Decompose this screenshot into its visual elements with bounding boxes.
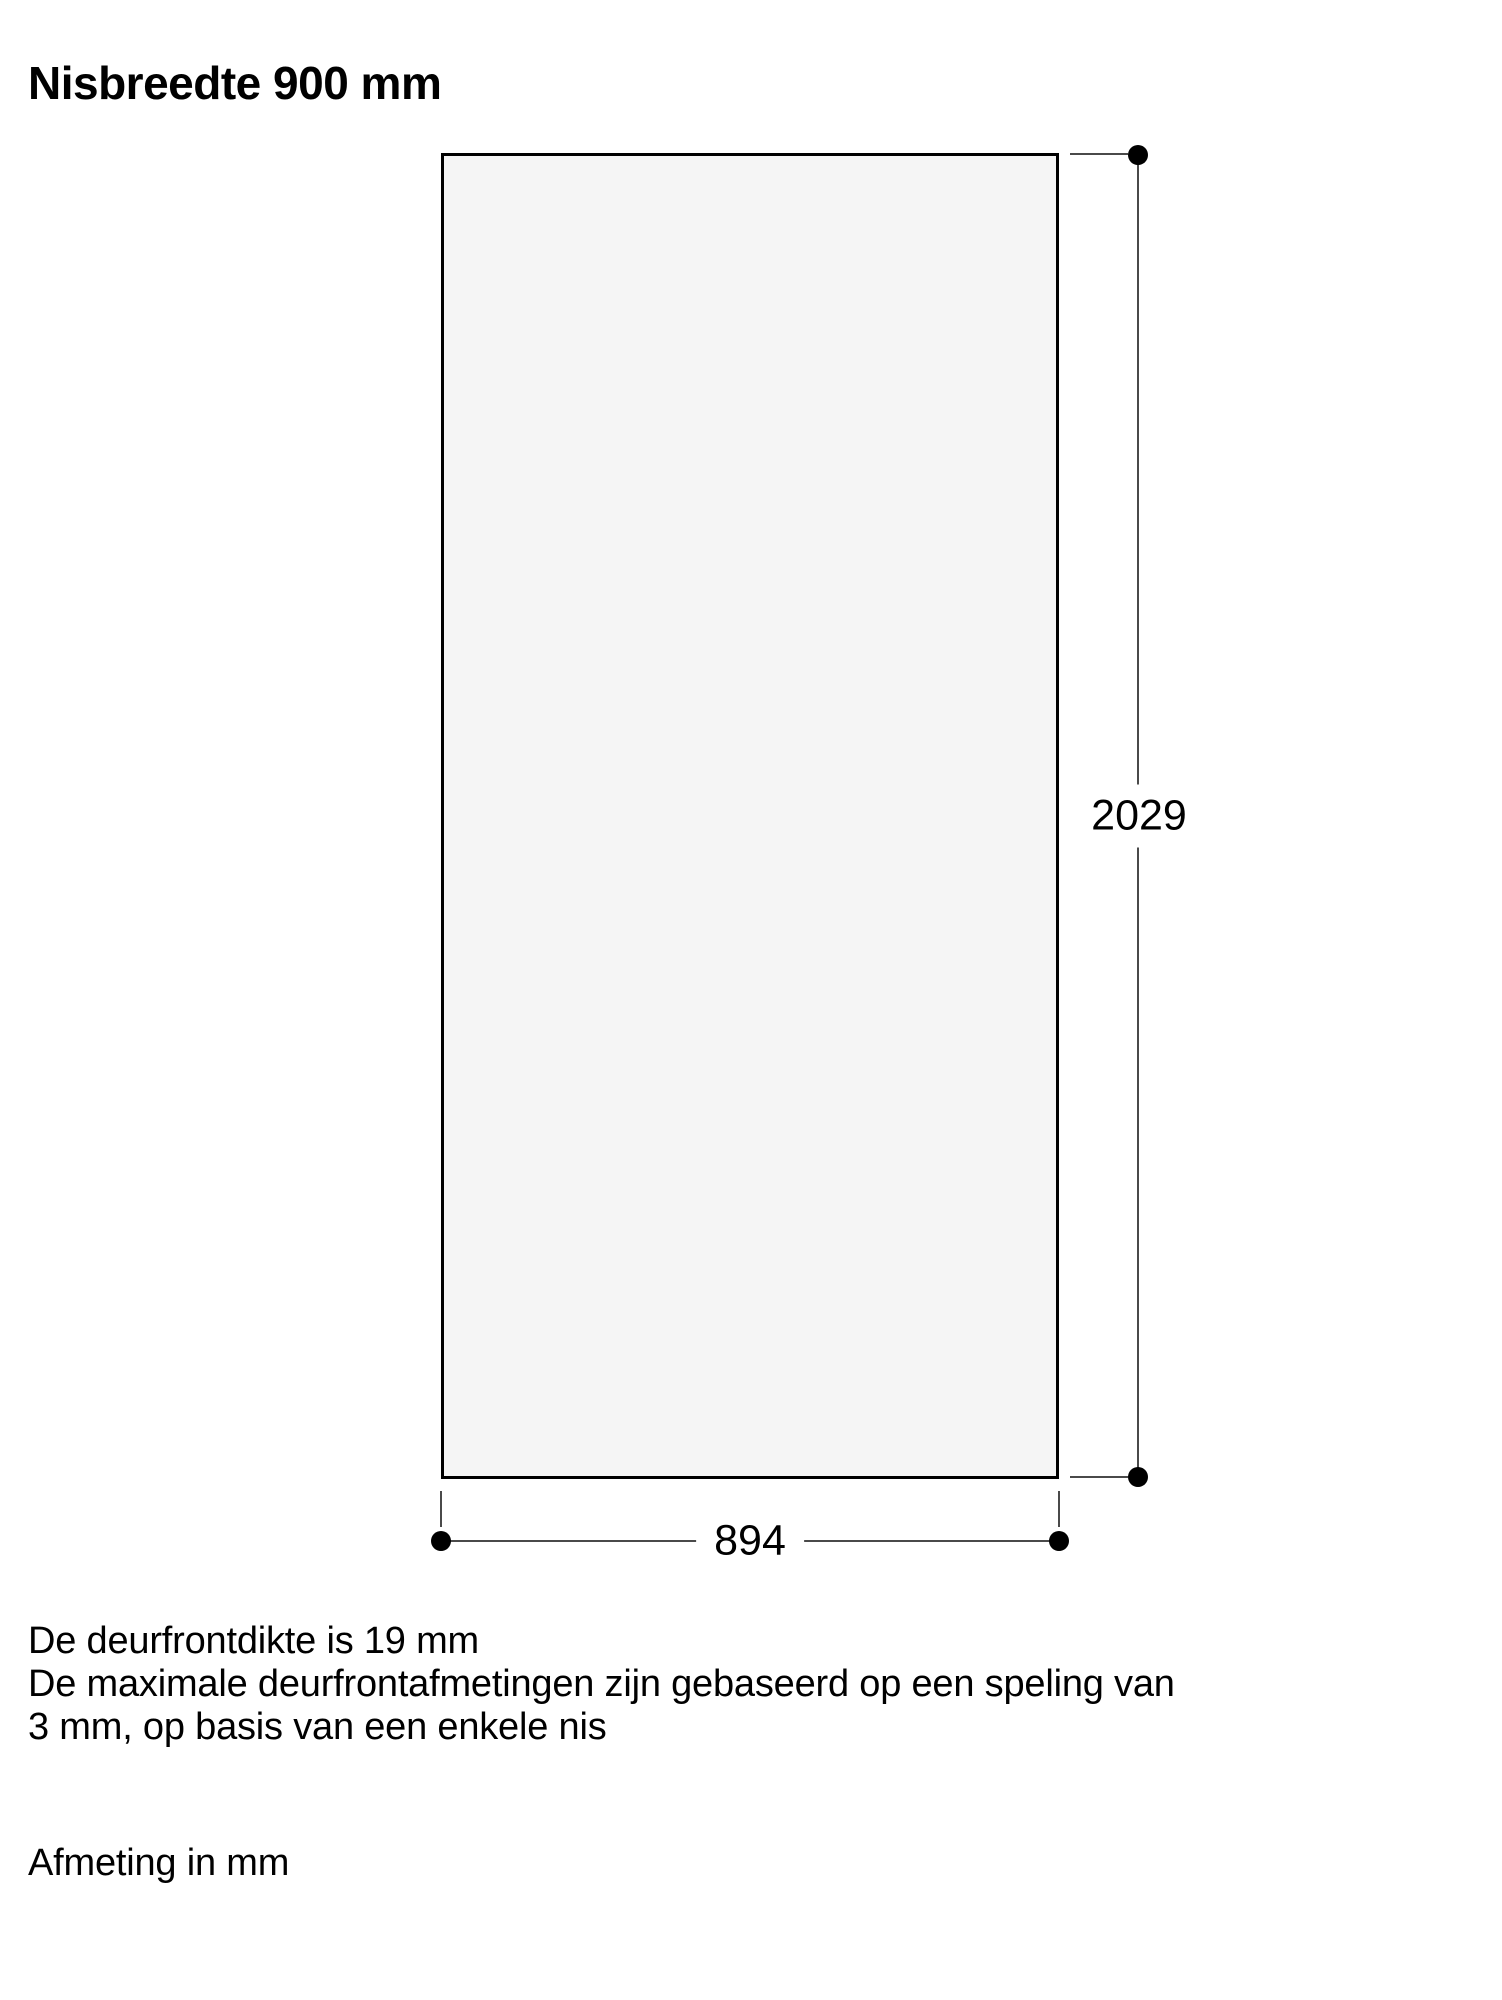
units-note: Afmeting in mm — [28, 1842, 290, 1884]
page-title: Nisbreedte 900 mm — [28, 57, 442, 109]
width-dimension-right-endpoint-dot — [1049, 1531, 1069, 1551]
note-line-max-dimensions: De maximale deurfrontafmetingen zijn gebaseerd op een speling van — [28, 1663, 1175, 1705]
width-dimension-left-endpoint-dot — [431, 1531, 451, 1551]
note-line-clearance: 3 mm, op basis van een enkele nis — [28, 1706, 607, 1748]
notes-paragraph — [28, 1620, 1175, 1749]
niche-panel — [441, 153, 1059, 1479]
height-dimension-bottom-endpoint-dot — [1128, 1467, 1148, 1487]
height-dimension-label: 2029 — [1089, 785, 1189, 848]
height-dimension-top-endpoint-dot — [1128, 145, 1148, 165]
width-dimension-left-extension — [440, 1491, 442, 1527]
note-line-door-thickness: De deurfrontdikte is 19 mm — [28, 1620, 479, 1662]
width-dimension-label: 894 — [696, 1518, 804, 1565]
height-dimension-bottom-connector — [1070, 1476, 1128, 1478]
width-dimension-right-extension — [1058, 1491, 1060, 1527]
height-dimension-top-connector — [1070, 153, 1128, 155]
